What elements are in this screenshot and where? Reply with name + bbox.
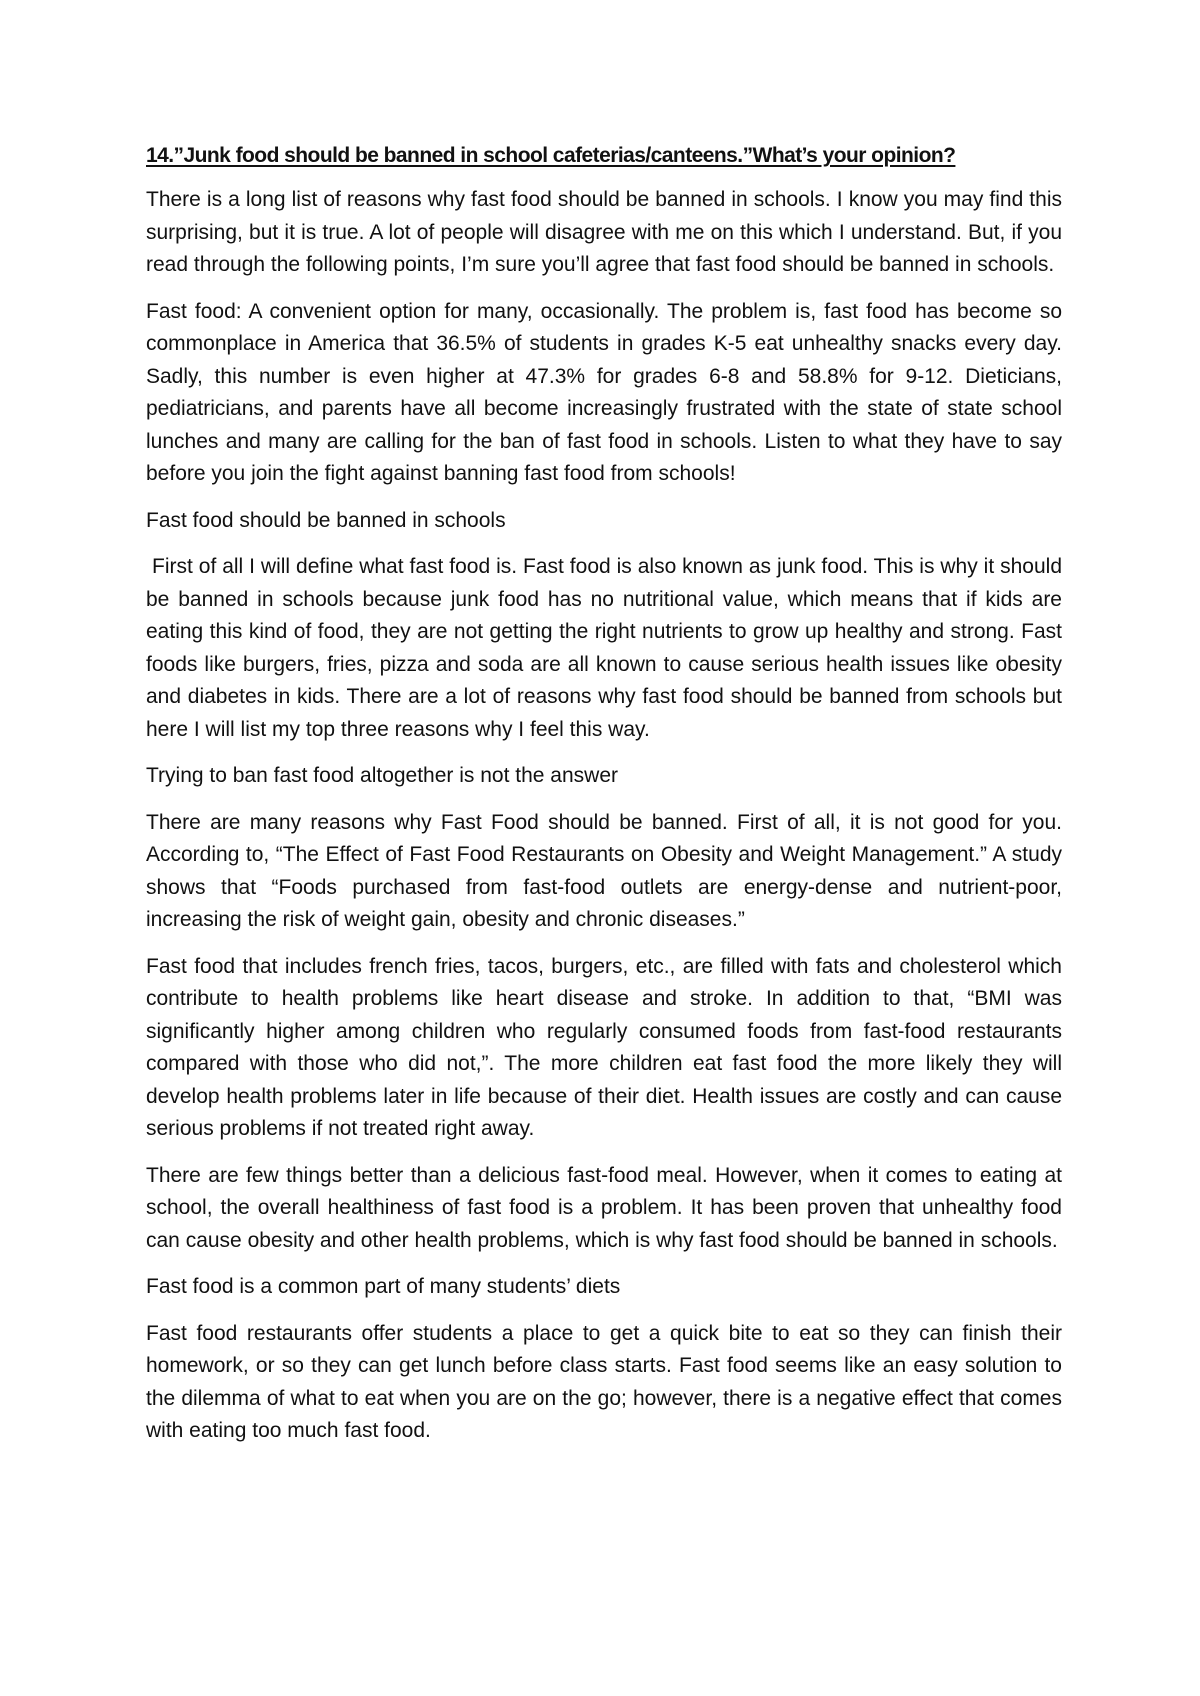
paragraph-define-fast-food: First of all I will define what fast food is. Fast food is also known as junk food. This is why it should be banned in schools because junk food has no nutritional value, which means that if kids are eating this kind of food, they are not getting the right nutrients to grow up healthy and strong. Fast foods like burgers, fries, pizza and soda are all known to cause serious health issues like obesity and diabetes in kids. There are a lot of reasons why fast food should be banned from schools but here I will list my top three reasons why I feel this way. xyxy=(146,555,1062,741)
paragraph-many-reasons: There are many reasons why Fast Food should be banned. First of all, it is not good for you. According to, “The Effect of Fast Food Restaurants on Obesity and Weight Management.” A study shows that “Foods purchased from fast-food outlets are energy-dense and nutrient-poor, increasing the risk of weight gain, obesity and chronic diseases.” xyxy=(146,810,1062,931)
paragraph-delicious-meal: There are few things better than a delicious fast-food meal. However, when it comes to eating at school, the overall healthiness of fast food is a problem. It has been proven that unhealthy food can cause obesity and other health problems, which is why fast food should be banned in schools. xyxy=(146,1163,1062,1252)
paragraph-fats-cholesterol: Fast food that includes french fries, tacos, burgers, etc., are filled with fats and cholesterol which contribute to health problems like heart disease and stroke. In addition to that, “BMI was significantly higher among children who regularly consumed foods from fast-food restaurants compared with those who did not,”. The more children eat fast food the more likely they will develop health problems later in life because of their diet. Health issues are costly and can cause serious problems if not treated right away. xyxy=(146,954,1062,1140)
section-heading-not-the-answer: Trying to ban fast food altogether is not the answer xyxy=(146,764,618,787)
document-title: 14.”Junk food should be banned in school cafeterias/canteens.”What’s your opinion? xyxy=(146,144,956,167)
section-heading-should-be-banned: Fast food should be banned in schools xyxy=(146,508,506,532)
paragraph-convenient-option: Fast food: A convenient option for many, occasionally. The problem is, fast food has become so commonplace in America that 36.5% of students in grades K-5 eat unhealthy snacks every day. Sadly, this number is even higher at 47.3% for grades 6-8 and 58.8% for 9-12. Dieticians, pediatricians, and parents have all become increasingly frustrated with the state of state school lunches and many are calling for the ban of fast food in schools. Listen to what they have to say before you join the fight against banning fast food from schools! xyxy=(146,299,1062,485)
document-body xyxy=(146,140,1062,1462)
paragraph-intro: There is a long list of reasons why fast food should be banned in schools. I know you may find this surprising, but it is true. A lot of people will disagree with me on this which I understand. But, if you read through the following points, I’m sure you’ll agree that fast food should be banned in schools. xyxy=(146,188,1062,276)
section-heading-common-part: Fast food is a common part of many students’ diets xyxy=(146,1275,621,1298)
paragraph-quick-bite: Fast food restaurants offer students a place to get a quick bite to eat so they can finish their homework, or so they can get lunch before class starts. Fast food seems like an easy solution to the dilemma of what to eat when you are on the go; however, there is a negative effect that comes with eating too much fast food. xyxy=(146,1321,1062,1442)
